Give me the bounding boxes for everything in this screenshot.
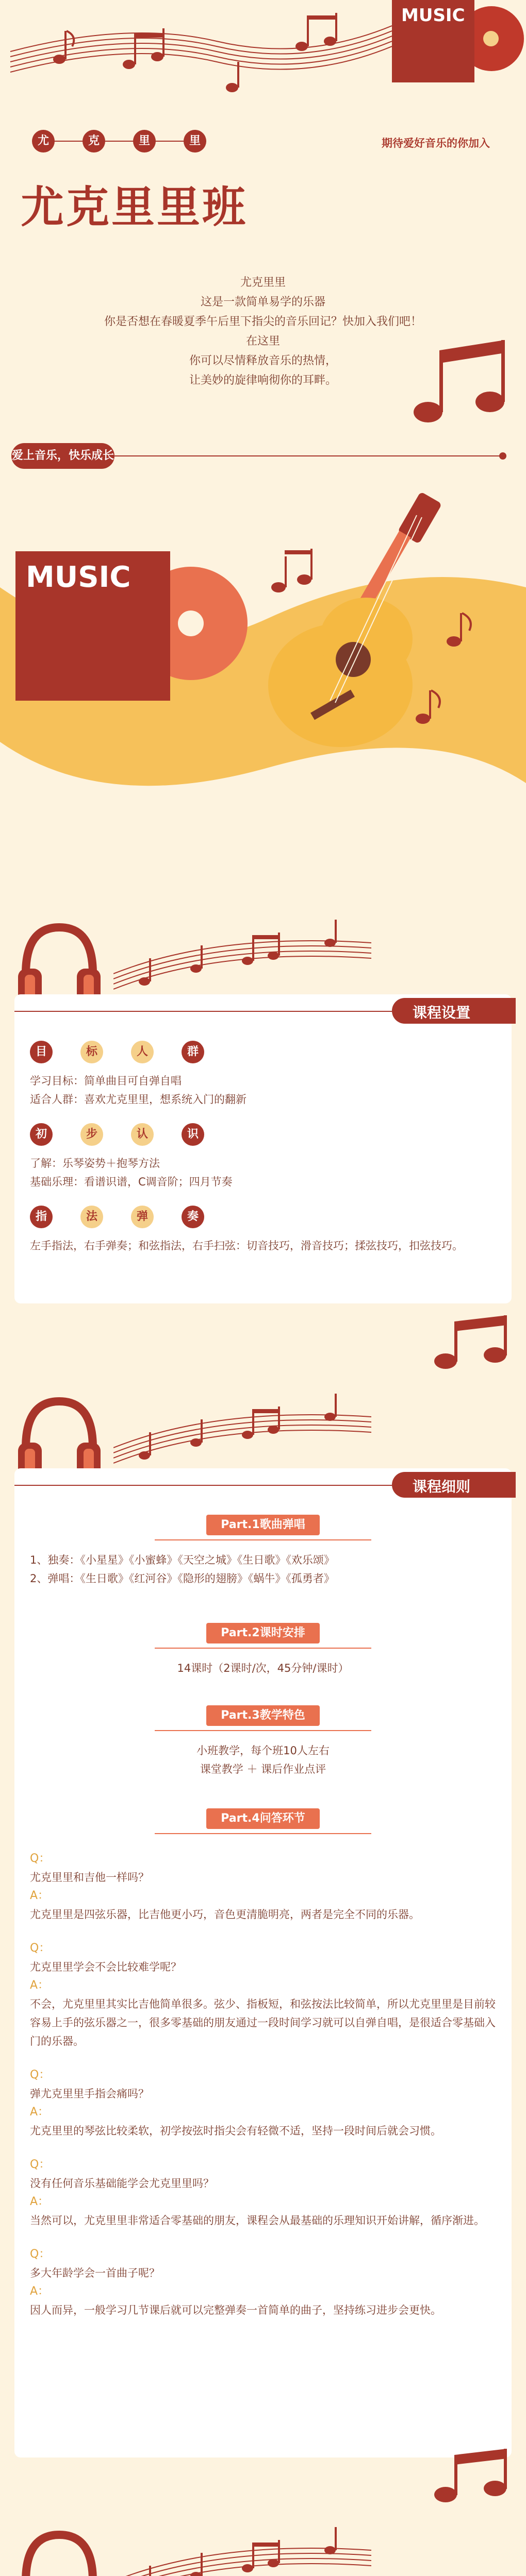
slogan-pill: 爱上音乐，快乐成长 — [11, 443, 114, 469]
music-album-cover — [15, 551, 170, 701]
part-line — [155, 1648, 371, 1649]
block-line: 左手指法，右手弹奏；和弦指法，右手扫弦：切音技巧，滑音技巧；揉弦技巧，扣弦技巧。 — [30, 1240, 463, 1252]
music-label: MUSIC — [26, 561, 131, 594]
part-line — [155, 1833, 371, 1834]
intro-line: 你是否想在春暖夏季午后里下指尖的音乐回记？快加入我们吧！ — [104, 315, 422, 328]
question-mark: Q： — [30, 2158, 51, 2171]
page-title: 尤克里里班 — [21, 182, 248, 232]
section-heading-text: 课程设置 — [413, 1004, 471, 1021]
section-divider — [14, 1485, 392, 1486]
part-tag: Part.1歌曲弹唱 — [206, 1515, 320, 1535]
section-course-details — [0, 1386, 526, 2519]
qa-item — [30, 2245, 499, 2319]
answer-mark: A： — [30, 2285, 50, 2298]
part-line-text: 1、独奏：《小星星》《小蜜蜂》《天空之城》《生日歌》《欢乐颂》 — [30, 1554, 335, 1566]
part-line-text: 小班教学，每个班10人左右 — [196, 1744, 330, 1757]
intro-line: 在这里 — [245, 335, 280, 348]
slogan-divider — [114, 455, 504, 456]
answer-mark: A： — [30, 1979, 50, 1992]
hero — [0, 0, 526, 850]
ukulele-icon — [253, 484, 485, 773]
block-char: 目 — [30, 1041, 53, 1063]
hero-tagline: 期待爱好音乐的你加入 — [382, 137, 490, 149]
part-line-text: 课堂教学 ＋ 课后作业点评 — [200, 1763, 326, 1775]
answer-text: 因人而异，一般学习几节课后就可以完整弹奏一首简单的曲子，坚持练习进步会更快。 — [30, 2304, 441, 2316]
intro-line: 这是一款简单易学的乐器 — [200, 296, 325, 309]
circle-connector — [52, 141, 206, 142]
part-text — [30, 1551, 335, 1588]
block-char: 弹 — [131, 1206, 154, 1228]
music-album-cover — [392, 0, 474, 82]
qa-item — [30, 2156, 499, 2230]
music-staff-decoration — [113, 912, 371, 994]
question-text: 尤克里里和吉他一样吗？ — [30, 1871, 149, 1884]
answer-text: 尤克里里是四弦乐器，比吉他更小巧，音色更清脆明亮，两者是完全不同的乐器。 — [30, 1908, 420, 1921]
part-text — [0, 1741, 526, 1778]
intro-line: 尤克里里 — [240, 276, 286, 289]
block-char: 指 — [30, 1206, 53, 1228]
block-text — [30, 1236, 499, 1255]
block-char: 人 — [131, 1041, 154, 1063]
question-mark: Q： — [30, 2248, 51, 2261]
part-text — [0, 1659, 526, 1677]
title-circle-4: 里 — [184, 130, 206, 152]
question-text: 尤克里里学会不会比较难学呢？ — [30, 1961, 182, 1973]
question-text: 弹尤克里里手指会痛吗？ — [30, 2088, 149, 2100]
title-circle-2: 克 — [83, 130, 105, 152]
music-label: MUSIC — [401, 5, 465, 26]
headphone-icon — [15, 2524, 103, 2576]
block-char: 步 — [80, 1123, 103, 1146]
block-char: 群 — [182, 1041, 204, 1063]
block-char: 法 — [80, 1206, 103, 1228]
part-line-text: 2、弹唱：《生日歌》《红河谷》《隐形的翅膀》《蜗牛》《孤勇者》 — [30, 1572, 335, 1585]
vinyl-record-icon — [483, 31, 499, 46]
section-heading-text: 课程细则 — [413, 1478, 471, 1495]
qa-item — [30, 1850, 499, 1924]
music-note-icon — [433, 1314, 511, 1370]
part-tag: Part.2课时安排 — [206, 1623, 320, 1643]
block-text — [30, 1154, 233, 1191]
block-char: 认 — [131, 1123, 154, 1146]
section-course-settings — [0, 912, 526, 1401]
part-line — [155, 1730, 371, 1731]
block-line: 基础乐理：看谱识谱，C调音阶；四月节奏 — [30, 1176, 233, 1188]
intro-line: 你可以尽情释放音乐的热情， — [189, 354, 337, 367]
block-char: 标 — [80, 1041, 103, 1063]
title-circle-3: 里 — [133, 130, 156, 152]
answer-text: 尤克里里的琴弦比较柔软，初学按弦时指尖会有轻微不适，坚持一段时间后就会习惯。 — [30, 2125, 441, 2137]
music-staff-decoration — [113, 2519, 371, 2576]
block-line: 适合人群：喜欢尤克里里，想系统入门的翻新 — [30, 1093, 246, 1106]
question-mark: Q： — [30, 1852, 51, 1865]
qa-list — [30, 1850, 499, 2319]
block-char: 识 — [182, 1123, 204, 1146]
intro-line: 让美妙的旋律响彻你的耳畔。 — [189, 374, 337, 387]
question-text: 没有任何音乐基础能学会尤克里里吗？ — [30, 2177, 214, 2190]
block-line: 了解：乐琴姿势＋抱琴方法 — [30, 1157, 160, 1170]
question-mark: Q： — [30, 1942, 51, 1955]
block-line: 学习目标：简单曲目可自弹自唱 — [30, 1075, 182, 1087]
block-text — [30, 1072, 246, 1109]
block-char: 奏 — [182, 1206, 204, 1228]
divider-dot — [499, 452, 506, 460]
title-circle-1: 尤 — [32, 130, 55, 152]
answer-mark: A： — [30, 1889, 50, 1902]
section-registration — [0, 2519, 526, 2576]
answer-text: 当然可以，尤克里里非常适合零基础的朋友，课程会从最基础的乐理知识开始讲解，循序渐进。 — [30, 2214, 485, 2227]
qa-item — [30, 1939, 499, 2050]
qa-item — [30, 2066, 499, 2140]
answer-mark: A： — [30, 2106, 50, 2119]
music-note-icon — [433, 2447, 511, 2504]
music-staff-decoration — [113, 1386, 371, 1468]
part-tag: Part.4问答环节 — [206, 1808, 320, 1829]
music-note-icon — [413, 335, 511, 428]
question-mark: Q： — [30, 2069, 51, 2081]
section-divider — [14, 1011, 392, 1012]
part-tag: Part.3教学特色 — [206, 1705, 320, 1726]
music-staff-decoration — [0, 5, 392, 108]
part-line-text: 14课时（2课时/次，45分钟/课时） — [177, 1662, 349, 1674]
question-text: 多大年龄学会一首曲子呢？ — [30, 2267, 160, 2279]
part-line — [155, 1539, 371, 1540]
block-char: 初 — [30, 1123, 53, 1146]
vinyl-record-icon — [178, 611, 204, 636]
answer-text: 不会，尤克里里其实比吉他简单很多。弦少、指板短，和弦按法比较简单，所以尤克里里是目前较容易上手的弦乐器之一，很多零基础的朋友通过一段时间学习就可以自弹自唱，是很适合零基础入门的乐器。 — [30, 1998, 496, 2047]
answer-mark: A： — [30, 2195, 50, 2208]
